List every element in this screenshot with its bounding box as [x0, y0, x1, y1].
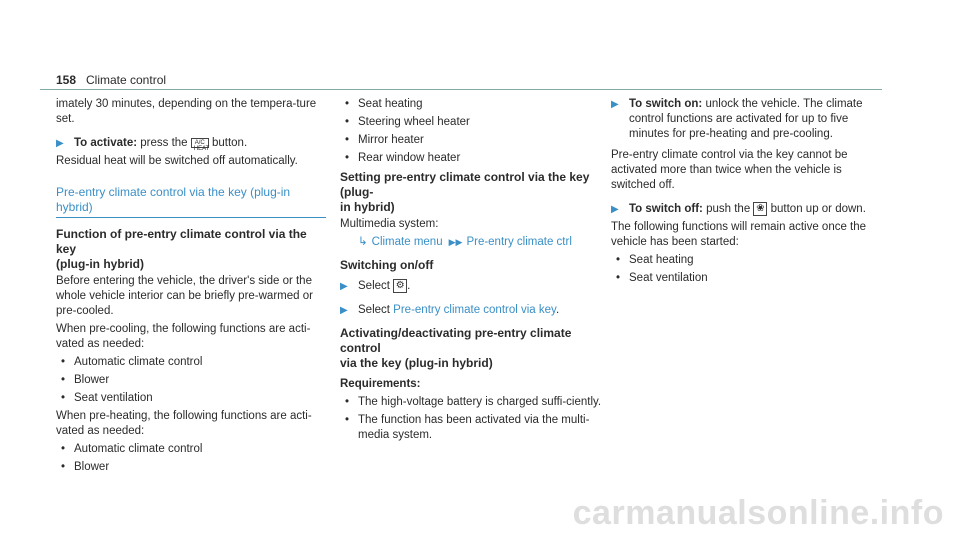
function-heading [56, 227, 326, 272]
section-rule [56, 217, 326, 218]
select-option-step: ▶ Select Pre-entry climate control via key. [340, 304, 560, 317]
activate-step [56, 136, 326, 151]
switch-on-label: To switch on: [629, 98, 703, 110]
list-item: • Seat heating [616, 254, 694, 267]
double-chevron-icon: ▶▶ [448, 237, 463, 247]
list-item: • Rear window heater [345, 152, 461, 164]
switch-off-step [611, 202, 873, 217]
heating-text: When pre-heating, the following functions are acti-vated as needed: [56, 410, 312, 437]
list-item: • Automatic climate control [61, 356, 203, 368]
cannot-activate-text: Pre-entry climate control via the key cannot be activated more than twice when the vehicle is switched off. [611, 149, 848, 191]
fan-button-icon: ❀ [753, 202, 767, 216]
list-item: • The high-voltage battery is charged suffi-ciently. [345, 396, 602, 409]
column-right [611, 97, 873, 289]
function-heading-line1: Function of pre-entry climate control via the key [56, 227, 307, 256]
activating-heading-line2: via the key (plug-in hybrid) [340, 356, 493, 371]
function-heading-line2: (plug-in hybrid) [56, 257, 144, 271]
list-item: • Steering wheel heater [345, 116, 470, 128]
list-item: • The function has been activated via the multi-media system. [345, 414, 590, 442]
list-item: • Seat ventilation [616, 272, 708, 285]
step-arrow-icon: ▶ [611, 99, 619, 110]
ac-heat-button-icon [191, 138, 210, 152]
cooling-text: When pre-cooling, the following functions are acti-vated as needed: [56, 323, 311, 350]
column-left [56, 97, 326, 478]
cooling-list [56, 355, 326, 406]
intro-text: imately 30 minutes, depending on the tempera-ture set. [56, 98, 317, 125]
activate-label: To activate: [74, 137, 138, 149]
setting-heading-line2: in hybrid) [340, 200, 395, 214]
list-item: • Blower [61, 374, 110, 386]
list-item: • Seat heating [345, 98, 423, 110]
switch-off-label: To switch off: [629, 203, 703, 216]
activate-text-after: button. [211, 137, 248, 149]
requirements-list [340, 395, 602, 443]
heating-list [56, 442, 326, 475]
function-text: Before entering the vehicle, the driver's side or the whole vehicle interior can be briefly pre-warmed or pre-cooled. [56, 275, 313, 317]
switching-heading: Switching on/off [340, 258, 434, 272]
step-arrow-icon: ▶ [56, 138, 64, 149]
page-number: 158 [56, 73, 77, 87]
setting-heading [340, 170, 602, 215]
switch-on-step [611, 97, 873, 142]
column-middle [340, 97, 602, 446]
page-title: Climate control [86, 73, 167, 87]
list-item: • Blower [61, 461, 110, 473]
list-item: • Automatic climate control [61, 443, 203, 455]
gear-icon[interactable]: ⚙ [393, 279, 407, 293]
preentry-via-key-link[interactable]: Pre-entry climate control via key [393, 304, 556, 317]
select-gear-step: ▶ Select ⚙ . [340, 280, 411, 293]
section-heading [56, 185, 326, 215]
menu-climate-link[interactable]: Climate menu [371, 236, 443, 248]
watermark: carmanualsonline.info [572, 494, 944, 532]
key-line1: A/C [194, 139, 205, 146]
menu-preentry-link[interactable]: Pre-entry climate ctrl [466, 236, 572, 248]
activate-text-before: press the [140, 137, 188, 149]
activating-heading [340, 326, 602, 371]
remain-list [611, 253, 873, 286]
section-heading-line2: hybrid) [56, 200, 93, 214]
header-divider [40, 89, 882, 90]
section-heading-line1: Pre-entry climate control via the key (plug-in [56, 185, 291, 199]
step-arrow-icon: ▶ [340, 281, 348, 292]
select-text: Select [358, 304, 390, 317]
switch-on-text: unlock the vehicle. The climate control functions are activated for up to five minutes for pre-heating and pre-cooling. [629, 98, 863, 140]
step-arrow-icon: ▶ [340, 305, 348, 317]
activating-heading-line1: Activating/deactivating pre-entry climate control [340, 326, 572, 356]
heater-list [340, 97, 602, 166]
switch-off-before: push the [706, 203, 751, 216]
select-text: Select [358, 280, 390, 293]
list-item: • Seat ventilation [61, 392, 153, 404]
remain-active-text: The following functions will remain active once the vehicle has been started: [611, 221, 867, 249]
menu-path [340, 235, 602, 250]
list-item: • Mirror heater [345, 134, 424, 146]
multimedia-label: Multimedia system: [340, 218, 439, 230]
menu-return-icon: ↳ [358, 236, 368, 248]
key-line2: HEAT [193, 145, 210, 152]
switch-off-after: button up or down. [770, 203, 866, 216]
requirements-label: Requirements: [340, 378, 421, 391]
residual-heat-text: Residual heat will be switched off automatically. [56, 155, 298, 167]
step-arrow-icon: ▶ [611, 204, 619, 215]
setting-heading-line1: Setting pre-entry climate control via the key (plug- [340, 170, 590, 199]
